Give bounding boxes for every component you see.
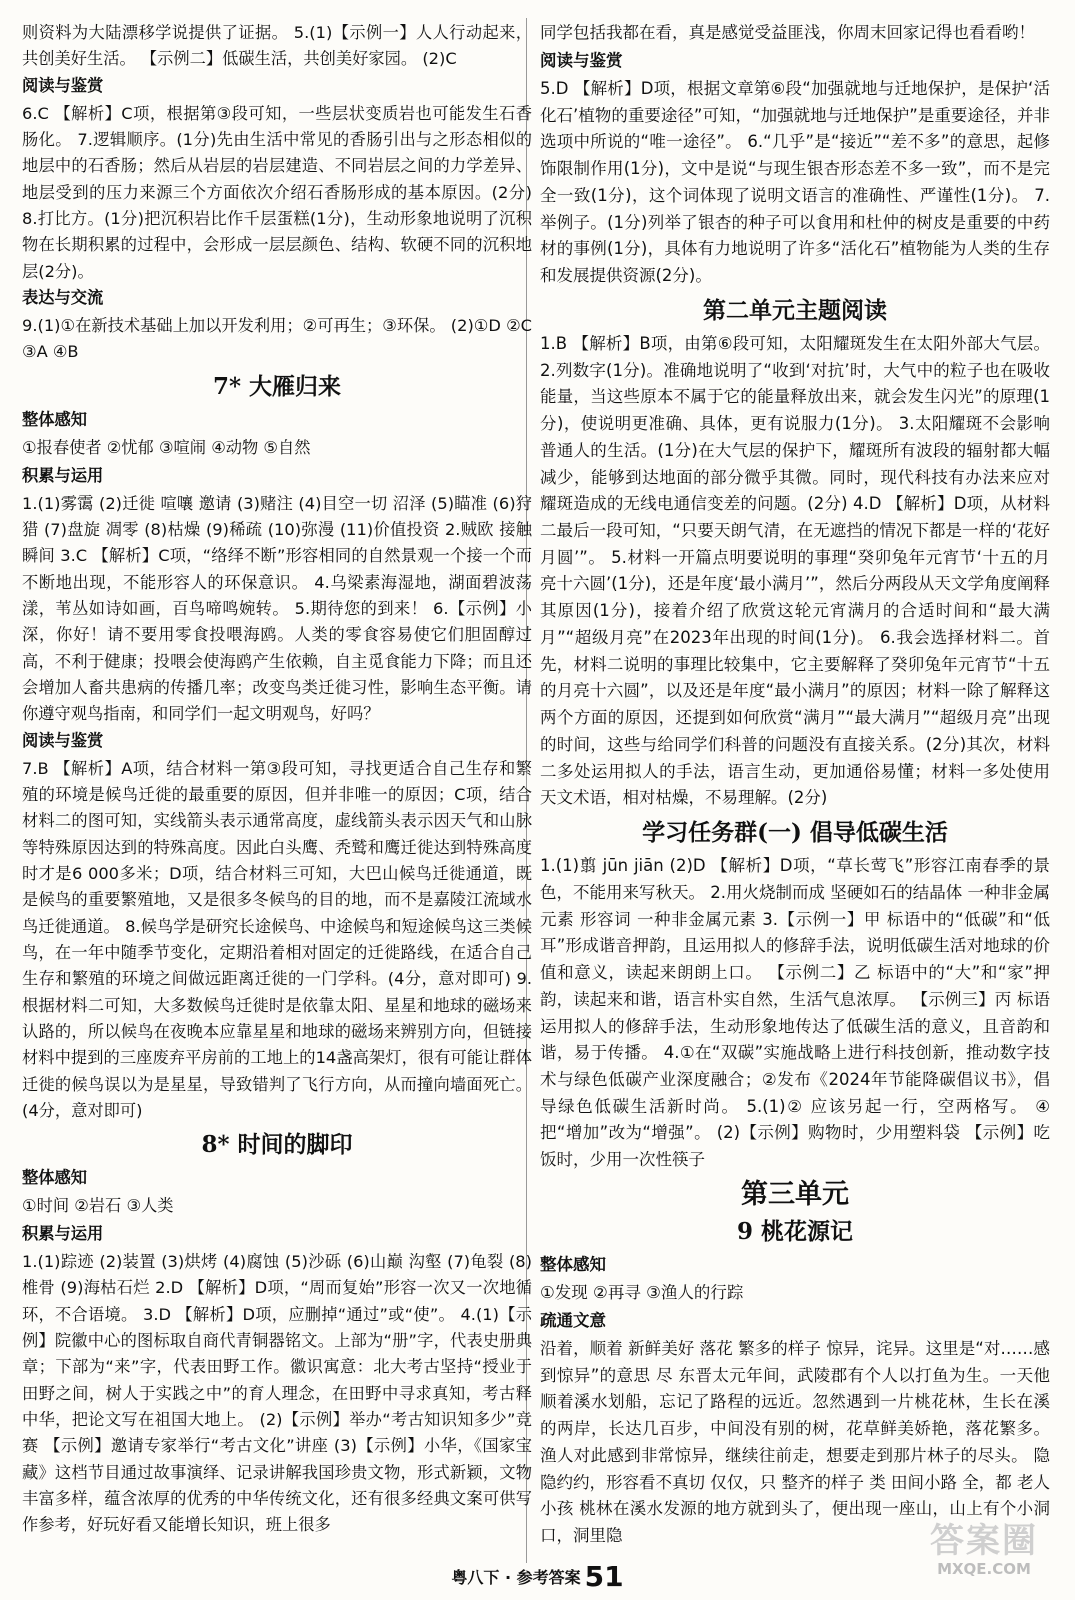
section-heading: 整体感知 (540, 1254, 606, 1274)
section-heading: 阅读与鉴赏 (540, 51, 623, 70)
answer-text: 同学包括我都在看，真是感觉受益匪浅，你周末回家记得也看看哟！ (540, 23, 1035, 42)
answer-text: 6.C 【解析】C项，根据第③段可知，一些层状变质岩也可能发生石香肠化。 7.逻辑顺序。(1分)先由生活中常见的香肠引出与之形态相似的地层中的石香肠；然后从岩层的岩层建造、不同岩层之间的力学差异、地层受到的压力来源三个方面依次介绍石香肠形成的基本原因。(2分) 8.打比方。(1分)把沉积岩比作千层蛋糕(1分)，生动形象地说明了沉积物在长期积累的过程中，会形成一层层颜色、结构、软硬不同的沉积地层(2分)。 (22, 103, 532, 281)
page-number: 51 (584, 1560, 624, 1593)
section-heading: 阅读与鉴赏 (22, 730, 104, 750)
answer-text: ①时间 ②岩石 ③人类 (22, 1196, 174, 1216)
section-heading: 阅读与鉴赏 (22, 75, 104, 95)
section-heading: 疏通文意 (540, 1310, 606, 1330)
watermark-logo: 答案圈 (930, 1521, 1038, 1561)
section-heading: 表达与交流 (22, 287, 104, 307)
answer-text: 7.B 【解析】A项，结合材料一第③段可知，寻找更适合自己生存和繁殖的环境是候鸟迁徙的最重要的原因，但并非唯一的原因；C项，结合材料二的图可知，实线箭头表示通常高度，虚线箭头表示因天气和山脉等特殊原因达到的特殊高度。因此白头鹰、秃鹫和鹰迁徙达到特殊高度时才是6 000多米；D项，结合材料三可知，大巴山候鸟迁徙通道，既是候鸟的重要繁殖地，又是很多冬候鸟的目的地，而不是嘉陵江流域水鸟迁徙通道。 8.候鸟学是研究长途候鸟、中途候鸟和短途候鸟这三类候鸟，在一年中随季节变化，定期沿着相对固定的迁徙路线，在适合自己生存和繁殖的环境之间做远距离迁徙的一门学科。(4分，意对即可) 9.根据材料二可知，大多数候鸟迁徙时是依靠太阳、星星和地球的磁场来认路的，所以候鸟在夜晚本应靠星星和地球的磁场来辨别方向，但链接材料中提到的三座废弃平房前的工地上的14盏高架灯，很有可能让群体迁徙的候鸟误以为是星星，导致错判了飞行方向，从而撞向墙面死亡。(4分，意对即可) (22, 758, 532, 1120)
unit-title: 第三单元 (741, 1178, 849, 1210)
footer-subject: 粤八下 · 参考答案 (451, 1568, 581, 1587)
answer-text: 5.D 【解析】D项，根据文章第⑥段“加强就地与迁地保护，是保护‘活化石’植物的重要途径”可知，“加强就地与迁地保护”是重要途径，并非选项中所说的“唯一途径”。 6.“几乎”是“接近”“差不多”的意思，起修饰限制作用(1分)，文中是说“与现生银杏形态差不多一致”，而不是完全一致(1分)，这个词体现了说明文语言的准确性、严谨性(1分)。 7.举例子。(1分)列举了银杏的种子可以食用和杜仲的树皮是重要的中药材的事例(1分)，具体有力地说明了许多“活化石”植物能为人类的生存和发展提供资源(2分)。 (540, 79, 1050, 286)
answer-text: 1.B 【解析】B项，由第⑥段可知，太阳耀斑发生在太阳外部大气层。 2.列数字(1分)。准确地说明了“收到‘对抗’时，大气中的粒子也在吸收能量，当这些原本不属于它的能量释放出来，就会发生闪光”的原理(1分)，使说明更准确、具体，更有说服力(1分)。 3.太阳耀斑不会影响普通人的生活。(1分)在大气层的保护下，耀斑所有波段的辐射都大幅减少，能够到达地面的部分微乎其微。同时，现代科技有办法来应对耀斑造成的无线电通信变差的问题。(2分) 4.D 【解析】D项，从材料二最后一段可知，“只要天朗气清，在无遮挡的情况下都是一样的‘花好月圆’”。 5.材料一开篇点明要说明的事理“癸卯兔年元宵节‘十五的月亮十六圆’(1分)，还是年度‘最小满月’”，然后分两段从天文学角度阐释其原因(1分)，接着介绍了欣赏这轮元宵满月的合适时间和“最大满月”“超级月亮”在2023年出现的时间(1分)。 6.我会选择材料二。首先，材料二说明的事理比较集中，它主要解释了癸卯兔年元宵节“十五的月亮十六圆”，以及还是年度“最小满月”的原因；材料一除了解释这两个方面的原因，还提到如何欣赏“满月”“最大满月”“超级月亮”出现的时间，这些与给同学们科普的问题没有直接关系。(2分)其次，材料二多处运用拟人的手法，语言生动，更加通俗易懂；材料一多处使用天文术语，相对枯燥，不易理解。(2分) (540, 333, 1050, 808)
lesson-title: 学习任务群(一) 倡导低碳生活 (642, 819, 948, 847)
lesson-title: 7* 大雁归来 (212, 372, 342, 400)
watermark-url: MXQE.COM (937, 1560, 1031, 1578)
right-column (540, 20, 1050, 1550)
answer-text: 则资料为大陆漂移学说提供了证据。 5.(1)【示例一】人人行动起来，共创美好生活。 【示例二】低碳生活，共创美好家园。 (2)C (22, 23, 532, 69)
section-heading: 整体感知 (22, 1168, 87, 1188)
watermark (909, 1522, 1059, 1580)
left-column (22, 20, 532, 1539)
section-heading: 积累与运用 (22, 1224, 104, 1244)
answer-text: 1.(1)雾霭 (2)迁徙 喧嚷 邀请 (3)赌注 (4)目空一切 沼泽 (5)瞄准 (6)狩猎 (7)盘旋 凋零 (8)枯燥 (9)稀疏 (10)弥漫 (11)价值投资 2.贼欧 接触 瞬间 3.C 【解析】C项，“络绎不断”形容相同的自然景观一个接一个而不断地出现，不能形容人的环保意识。 4.乌梁素海湿地，湖面碧波荡漾，苇丛如诗如画，百鸟啼鸣婉转。 5.期待您的到来！ 6.【示例】小深，你好！请不要用零食投喂海鸥。人类的零食容易使它们胆固醇过高，不利于健康；投喂会使海鸥产生依赖，自主觅食能力下降；而且还会增加人畜共患病的传播几率；改变鸟类迁徙习性，影响生态平衡。请你遵守观鸟指南，和同学们一起文明观鸟，好吗？ (22, 493, 532, 724)
answer-text: 沿着，顺着 新鲜美好 落花 繁多的样子 惊异，诧异。这里是“对……感到惊异”的意思 尽 东晋太元年间，武陵郡有个人以打鱼为生。一天他顺着溪水划船，忘记了路程的远近。忽然遇到一片桃花林，生长在溪的两岸，长达几百步，中间没有别的树，花草鲜美娇艳，落花繁多。渔人对此感到非常惊异，继续往前走，想要走到那片林子的尽头。 隐隐约约，形容看不真切 仅仅，只 整齐的样子 类 田间小路 全，都 老人 小孩 桃林在溪水发源的地方就到头了，便出现一座山，山上有个小洞口，洞里隐 (540, 1338, 1050, 1546)
section-heading: 整体感知 (22, 409, 87, 429)
section-heading: 积累与运用 (22, 465, 104, 485)
lesson-title: 9 桃花源记 (736, 1217, 853, 1245)
answer-text: 1.(1)踪迹 (2)装置 (3)烘烤 (4)腐蚀 (5)沙砾 (6)山巅 沟壑 (7)龟裂 (8)椎骨 (9)海枯石烂 2.D 【解析】D项，“周而复始”形容一次又一次地循环，不合语境。 3.D 【解析】D项，应删掉“通过”或“使”。 4.(1)【示例】院徽中心的图标取自商代青铜器铭文。上部为“册”字，代表史册典章；下部为“来”字，代表田野工作。徽识寓意：北大考古坚持“授业于田野之间，树人于实践之中”的育人理念，在田野中寻求真知，考古释中华，把论文写在祖国大地上。 (2)【示例】举办“考古知识知多少”竞赛 【示例】邀请专家举行“考古文化”讲座 (3)【示例】小华，《国家宝藏》这档节目通过故事演绎、记录讲解我国珍贵文物，形式新颖，文物丰富多样，蕴含浓厚的优秀的中华传统文化，还有很多经典文案可供写作参考，好玩好看又能增长知识，班上很多 (22, 1252, 532, 1535)
lesson-title: 8* 时间的脚印 (201, 1131, 353, 1159)
answer-text: ①发现 ②再寻 ③渔人的行踪 (540, 1282, 744, 1302)
answer-text: ①报春使者 ②忧郁 ③喧闹 ④动物 ⑤自然 (22, 437, 311, 457)
lesson-title: 第二单元主题阅读 (703, 296, 887, 324)
answer-text: 9.(1)①在新技术基础上加以开发利用；②可再生；③环保。 (2)①D ②C ③A ④B (22, 315, 532, 362)
answer-text: 1.(1)翦 jūn jiān (2)D 【解析】D项，“草长莺飞”形容江南春季的景色，不能用来写秋天。 2.用火烧制而成 坚硬如石的结晶体 一种非金属元素 形容词 一种非金属元素 3.【示例一】甲 标语中的“低碳”和“低耳”形成谐音押韵，且运用拟人的修辞手法，说明低碳生活对地球的价值和意义，读起来朗朗上口。 【示例二】乙 标语中的“大”和“家”押韵，读起来和谐，语言朴实自然，生活气息浓厚。 【示例三】丙 标语运用拟人的修辞手法，生动形象地传达了低碳生活的意义，且音韵和谐，易于传播。 4.①在“双碳”实施战略上进行科技创新，推动数字技术与绿色低碳产业深度融合；②发布《2024年节能降碳倡议书》，倡导绿色低碳生活新时尚。 5.(1)② 应该另起一行，空两格写。 ④ 把“增加”改为“增强”。 (2)【示例】购物时，少用塑料袋 【示例】吃饭时，少用一次性筷子 (540, 856, 1050, 1170)
